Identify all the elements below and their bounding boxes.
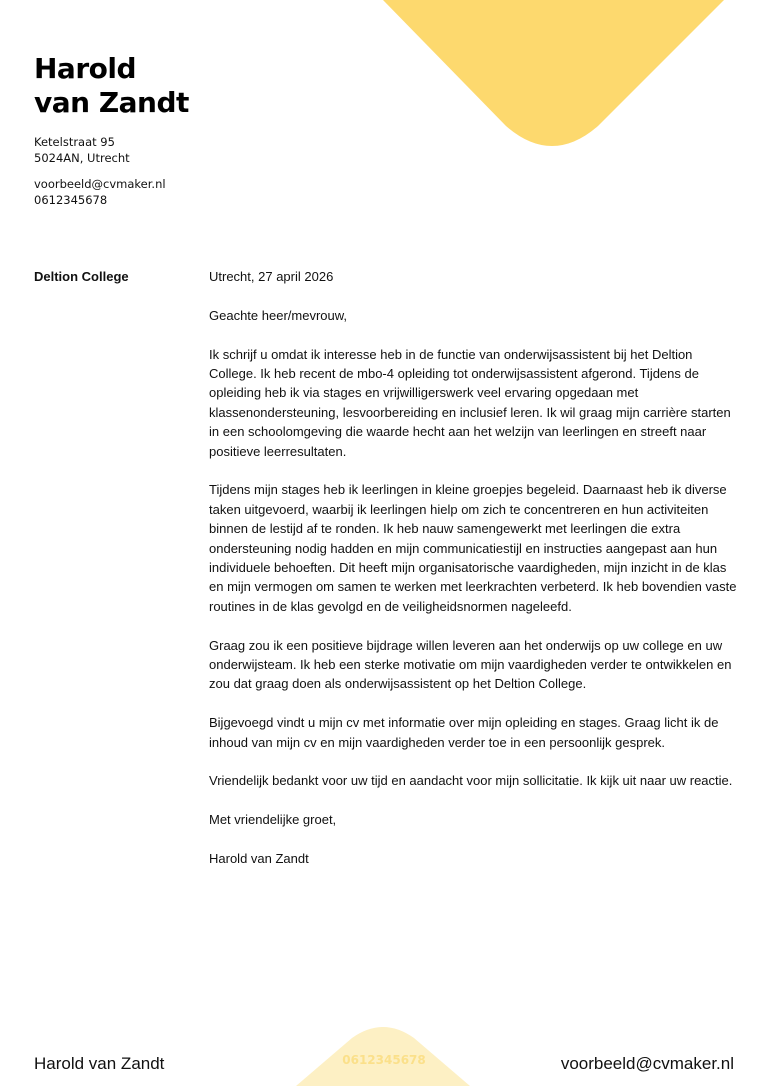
applicant-name-line1: Harold — [34, 52, 137, 85]
letter-body — [209, 267, 739, 888]
applicant-name — [34, 52, 189, 120]
letter-closing: Met vriendelijke groet, — [209, 812, 337, 828]
address-street: Ketelstraat 95 — [34, 135, 115, 149]
applicant-address — [34, 134, 130, 166]
recipient-name: Deltion College — [34, 269, 129, 284]
contact-phone: 0612345678 — [34, 193, 108, 207]
footer-phone: 0612345678 — [342, 1053, 426, 1067]
address-city: 5024AN, Utrecht — [34, 151, 130, 165]
letter-paragraph-3: Graag zou ik een positieve bijdrage willen leveren aan het onderwijs op uw college en uw onderwijsteam. Ik heb een sterke motivatie om mijn vaardigheden verder te ontwikkelen en zou dat graag doen als onderwijsassistent op het Deltion College. — [209, 637, 732, 692]
letter-signature: Harold van Zandt — [209, 851, 309, 867]
contact-email: voorbeeld@cvmaker.nl — [34, 177, 166, 191]
applicant-contact — [34, 176, 166, 208]
footer-email: voorbeeld@cvmaker.nl — [560, 1054, 734, 1073]
letter-paragraph-5: Vriendelijk bedankt voor uw tijd en aandacht voor mijn sollicitatie. Ik kijk uit naar uw reactie. — [209, 773, 733, 789]
applicant-name-line2: van Zandt — [34, 86, 189, 119]
letter-paragraph-4: Bijgevoegd vindt u mijn cv met informatie over mijn opleiding en stages. Graag licht ik de inhoud van mijn cv en mijn vaardigheden verder toe in een persoonlijk gesprek. — [209, 715, 719, 750]
letter-paragraph-2: Tijdens mijn stages heb ik leerlingen in kleine groepjes begeleid. Daarnaast heb ik diverse taken uitgevoerd, waarbij ik leerlingen hielp om zich te concentreren en hun activiteiten binnen de lestijd af te ronden. Ik heb nauw samengewerkt met leerlingen die extra ondersteuning nodig hadden en mijn communicatiestijl en instructies aangepast aan hun individuele behoeften. Dit heeft mijn organisatorische vaardigheden, mijn inzicht in de klas en mijn vermogen om samen te werken met leerkrachten verbeterd. Ik heb bovendien vaste routines in de klas gevolgd en de veiligheidsnormen nageleefd. — [209, 482, 737, 614]
letter-date: Utrecht, 27 april 2026 — [209, 269, 334, 284]
top-yellow-chevron-shape — [383, 0, 724, 146]
letter-salutation: Geachte heer/mevrouw, — [209, 307, 348, 323]
footer-name: Harold van Zandt — [34, 1054, 165, 1073]
letter-paragraph-1: Ik schrijf u omdat ik interesse heb in de functie van onderwijsassistent bij het Deltion College. Ik heb recent de mbo-4 opleiding tot onderwijsassistent afgerond. Tijdens de opleiding heb ik via stages en vrijwilligerswerk veel ervaring opgedaan met klassenondersteuning, lesvoorbereiding en inclusief leren. Ik wil graag mijn carrière starten in een schoolomgeving die waarde hecht aan het welzijn van leerlingen en streeft naar positieve leerresultaten. — [209, 346, 731, 459]
